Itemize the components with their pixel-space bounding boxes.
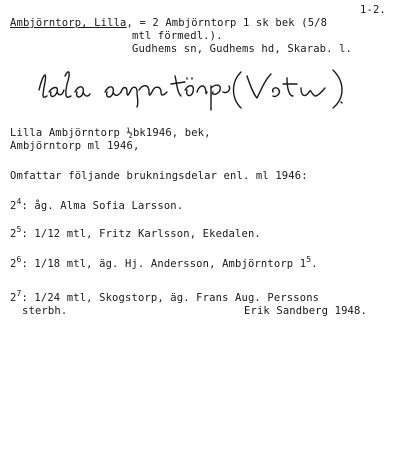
part-text: : 1/18 mtl, äg. Hj. Andersson, Ambjörntorp 1 — [21, 258, 307, 270]
place-name: Ambjörntorp, Lilla — [10, 17, 127, 29]
part-entry — [10, 225, 261, 240]
header-line-1 — [10, 17, 327, 29]
part-number: 2 — [10, 200, 17, 212]
part-superscript: 6 — [16, 255, 22, 264]
part-superscript: 7 — [16, 289, 22, 298]
part-superscript: 5 — [16, 225, 22, 234]
part-text: : åg. Alma Sofia Larsson. — [21, 200, 184, 212]
header-line-2: mtl förmedl.). — [132, 30, 223, 42]
part-entry — [10, 197, 184, 212]
part-end-superscript: 5 — [306, 255, 312, 264]
part-text: : 1/24 mtl, Skogstorp, äg. Frans Aug. Perssons — [21, 292, 320, 304]
part-entry — [10, 289, 320, 304]
part-text: : 1/12 mtl, Fritz Karlsson, Ekedalen. — [21, 228, 261, 240]
handwritten-annotation — [35, 62, 380, 112]
part-number: 2 — [10, 228, 17, 240]
part-superscript: 4 — [16, 197, 22, 206]
header-line-1-rest: , = 2 Ambjörntorp 1 sk bek (5/8 — [126, 17, 328, 29]
part-entry — [10, 255, 318, 270]
part-number: 2 — [10, 258, 17, 270]
owners-line-2: Ambjörntorp ml 1946, — [10, 140, 140, 152]
part-continuation: sterbh. — [22, 305, 68, 317]
owners-line-1: Lilla Ambjörntorp ½bk1946, bek, — [10, 127, 211, 139]
part-end: . — [311, 258, 318, 270]
summary-line: Omfattar följande brukningsdelar enl. ml 1946: — [10, 170, 308, 182]
card-number: 1-2. — [360, 4, 386, 16]
signature: Erik Sandberg 1948. — [244, 305, 367, 317]
part-number: 2 — [10, 292, 17, 304]
header-line-3: Gudhems sn, Gudhems hd, Skarab. l. — [132, 43, 353, 55]
